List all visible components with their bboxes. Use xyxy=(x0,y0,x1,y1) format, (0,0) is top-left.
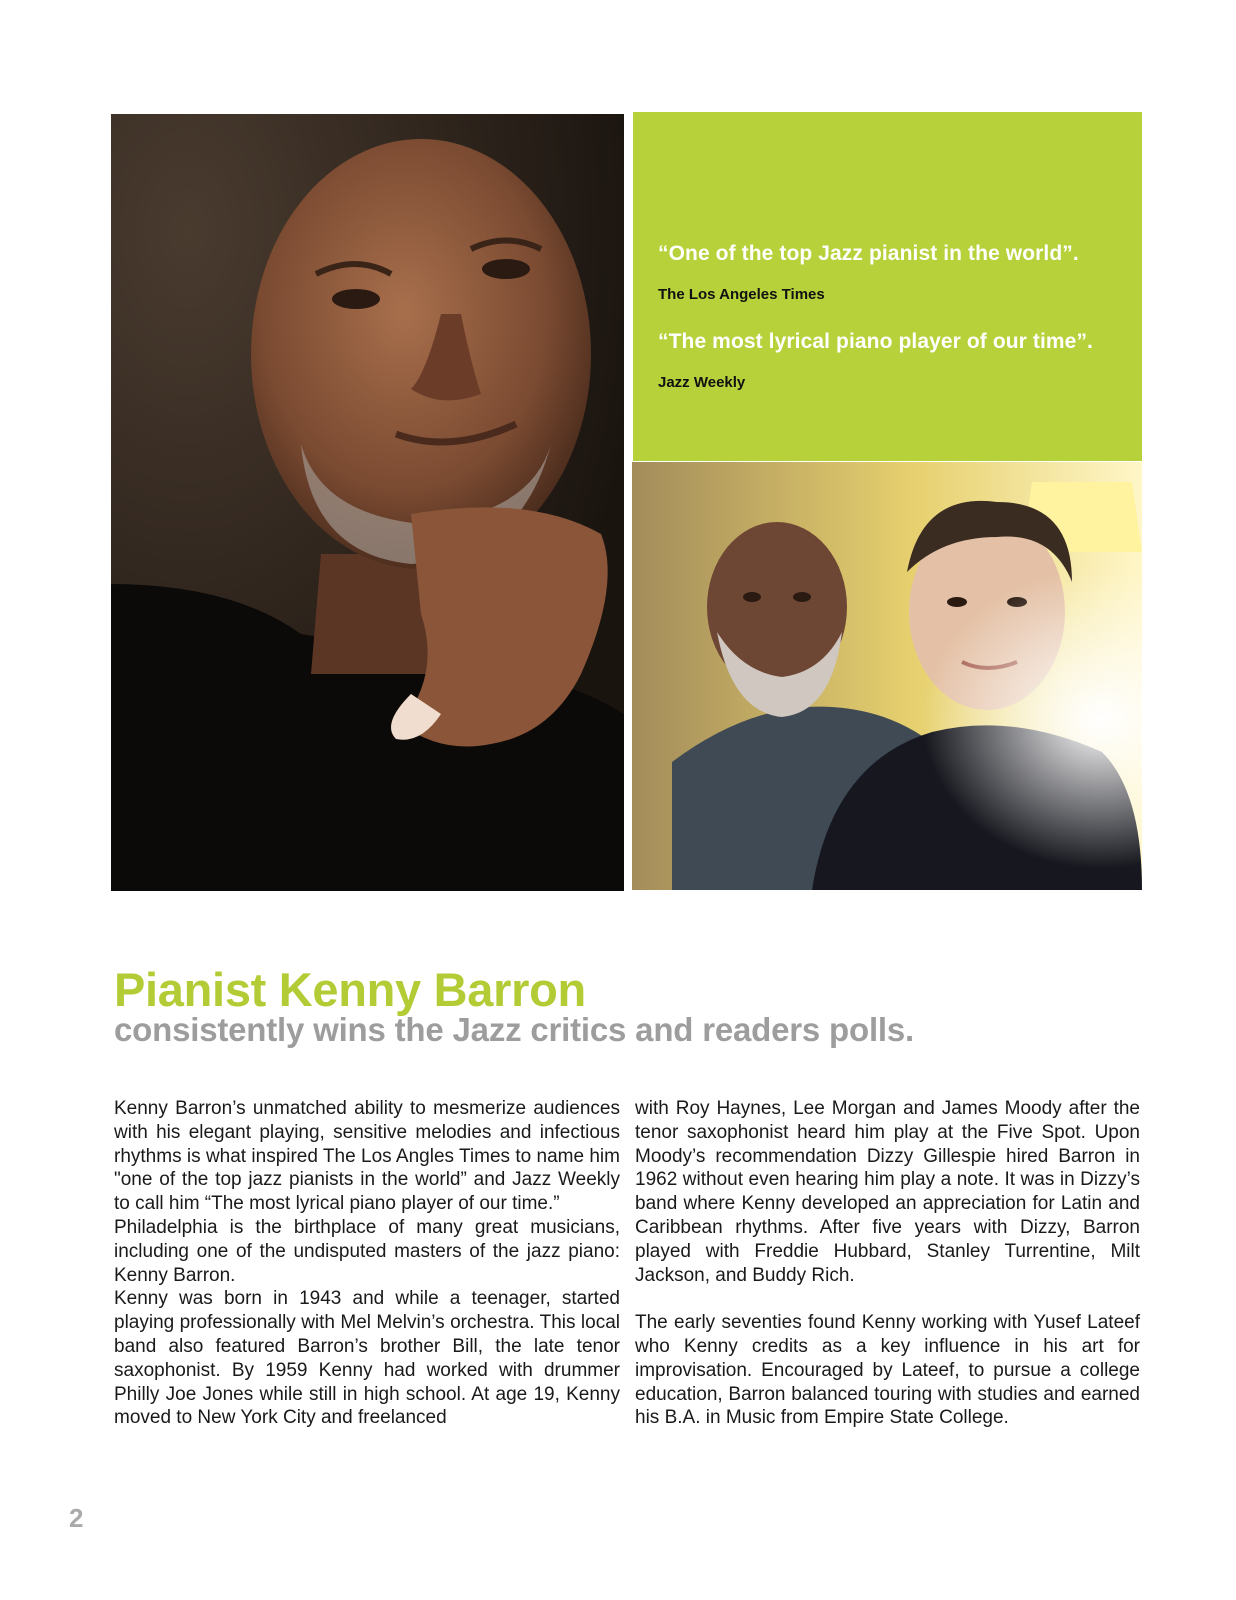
quote-source: Jazz Weekly xyxy=(658,374,746,391)
portrait-photo xyxy=(111,114,624,891)
duo-photo xyxy=(632,462,1142,890)
article-paragraph: The early seventies found Kenny working with Yusef Lateef who Kenny credits as a key influence in his art for improvisation. Encouraged by Lateef, to pursue a college education, Barron balanced touring with studies and earned his B.A. in Music from Empire State College. xyxy=(635,1312,1140,1429)
article-column-left xyxy=(114,1097,620,1430)
portrait-illustration xyxy=(111,114,624,891)
headline-subtitle: consistently wins the Jazz critics and readers polls. xyxy=(114,1011,915,1048)
headline-title: Pianist Kenny Barron xyxy=(114,963,586,1016)
page-number: 2 xyxy=(69,1503,84,1533)
article-paragraph: Kenny was born in 1943 and while a teenager, started playing professionally with Mel Melvin’s orchestra. This local band also featured Barron’s brother Bill, the late tenor saxophonist. By 1959 Kenny had worked with drummer Philly Joe Jones while still in high school. At age 19, Kenny moved to New York City and freelanced xyxy=(114,1288,620,1429)
article-column-right xyxy=(635,1097,1140,1430)
article-paragraph: with Roy Haynes, Lee Morgan and James Moody after the tenor saxophonist heard him play at the Five Spot. Upon Moody’s recommendation Dizzy Gillespie hired Barron in 1962 without even hearing him play a note. It was in Dizzy’s band where Kenny developed an appreciation for Latin and Caribbean rhythms. After five years with Dizzy, Barron played with Freddie Hubbard, Stanley Turrentine, Milt Jackson, and Buddy Rich. xyxy=(635,1098,1140,1286)
quote-panel xyxy=(633,112,1142,461)
duo-illustration xyxy=(632,462,1142,890)
quote-source: The Los Angeles Times xyxy=(658,286,825,303)
quote-text: “The most lyrical piano player of our time”. xyxy=(658,330,1093,353)
quote-text: “One of the top Jazz pianist in the world”. xyxy=(658,242,1079,265)
article-paragraph: Kenny Barron’s unmatched ability to mesmerize audiences with his elegant playing, sensitive melodies and infectious rhythms is what inspired The Los Angles Times to name him "one of the top jazz pianists in the world” and Jazz Weekly to call him “The most lyrical piano player of our time.” xyxy=(114,1098,620,1215)
article-paragraph: Philadelphia is the birthplace of many great musicians, including one of the undisputed masters of the jazz piano: Kenny Barron. xyxy=(114,1216,620,1286)
